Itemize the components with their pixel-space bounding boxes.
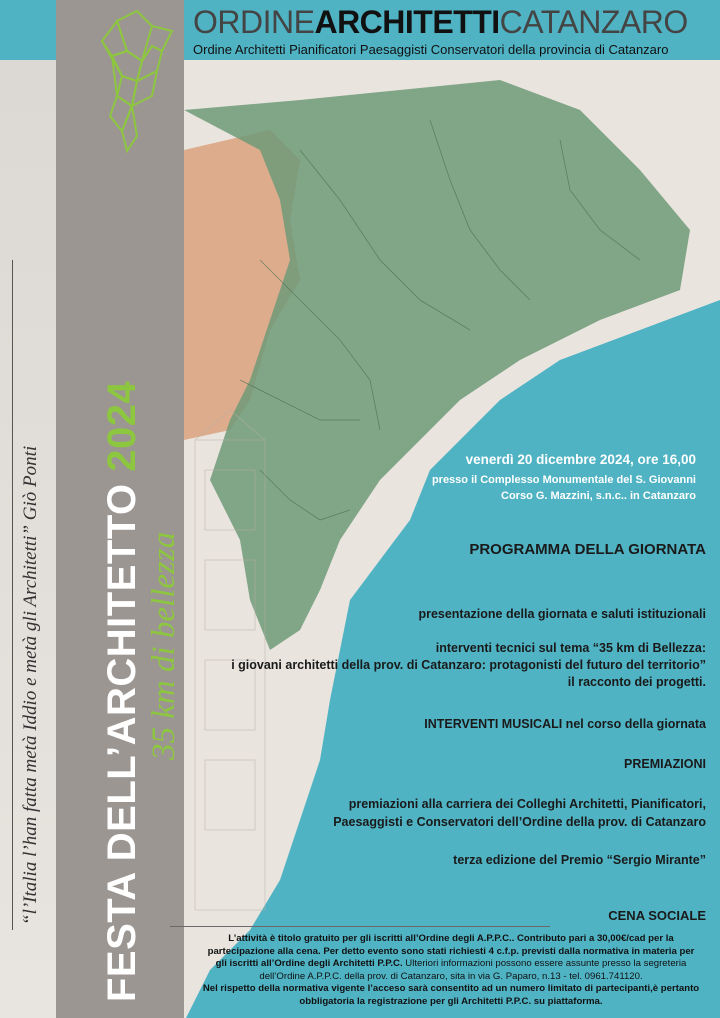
event-subtitle: 35 km di bellezza [146, 531, 182, 760]
footer-notes [186, 933, 716, 1008]
footer-line-3b: Ulteriori informazioni possono essere assunte presso la segreteria [402, 958, 687, 969]
event-title [100, 381, 145, 1002]
footer-line-1: L’attività è titolo gratuito per gli iscritti all’Ordine degli A.P.P.C.. Contributo pari a 30,00€/cad per la [228, 933, 674, 944]
event-place-line1: presso il Complesso Monumentale del S. Giovanni [431, 474, 696, 486]
org-name-part3: CATANZARO [499, 4, 688, 40]
program-item-5-line1: premiazioni alla carriera dei Colleghi Architetti, Pianificatori, [348, 797, 706, 811]
footer-line-6: obbligatoria la registrazione per gli Architetti P.P.C. su piattaforma. [299, 995, 603, 1007]
event-title-year: 2024 [100, 380, 144, 472]
program-item-4: PREMIAZIONI [624, 757, 706, 771]
org-name-part2: ARCHITETTI [314, 4, 500, 40]
logo-icon [82, 6, 182, 156]
footer-line-3a: gli iscritti all’Ordine degli Architetti P.P.C. [215, 958, 403, 969]
org-name-part1: ORDINE [193, 4, 315, 40]
program-item-7: CENA SOCIALE [608, 908, 706, 923]
program-item-1: presentazione della giornata e saluti istituzionali [418, 607, 706, 621]
organization-subtitle: Ordine Architetti Pianificatori Paesaggisti Conservatori della provincia di Catanzaro [193, 42, 669, 57]
event-title-main: FESTA DELL’ARCHITETTO [100, 483, 144, 1002]
quote-divider [12, 260, 13, 930]
footer-line-2: partecipazione alla cena. Per detto evento sono stati richiesti 4 c.f.p. previsti dalla normativa in materia per [207, 945, 695, 957]
quote-text: “l’Italia l’han fatta metà Iddio e metà gli Architetti” Giò Ponti [20, 445, 41, 925]
organization-name [193, 4, 688, 41]
program-item-2-line1: interventi tecnici sul tema “35 km di Bellezza: [435, 641, 706, 655]
footer-line-4: dell’Ordine A.P.P.C. della prov. di Catanzaro, sita in via G. Paparo, n.13 - tel. 0961.741120. [259, 970, 643, 982]
program-item-2-line3: il racconto dei progetti. [567, 675, 706, 689]
program-item-5-line2: Paesaggisti e Conservatori dell’Ordine della prov. di Catanzaro [333, 815, 706, 829]
event-date: venerdì 20 dicembre 2024, ore 16,00 [465, 452, 696, 467]
program-item-3: INTERVENTI MUSICALI nel corso della giornata [424, 717, 706, 731]
event-place-line2: Corso G. Mazzini, s.n.c.. in Catanzaro [501, 490, 696, 502]
footer-line-5: Nel rispetto della normativa vigente l’acceso sarà consentito ad un numero limitato di partecipanti,è pertanto [202, 983, 700, 994]
program-heading: PROGRAMMA DELLA GIORNATA [469, 541, 706, 558]
footer-divider [170, 926, 550, 927]
program-item-6: terza edizione del Premio “Sergio Mirante” [453, 853, 706, 867]
program-item-2-line2: i giovani architetti della prov. di Catanzaro: protagonisti del futuro del territorio” [231, 658, 706, 672]
